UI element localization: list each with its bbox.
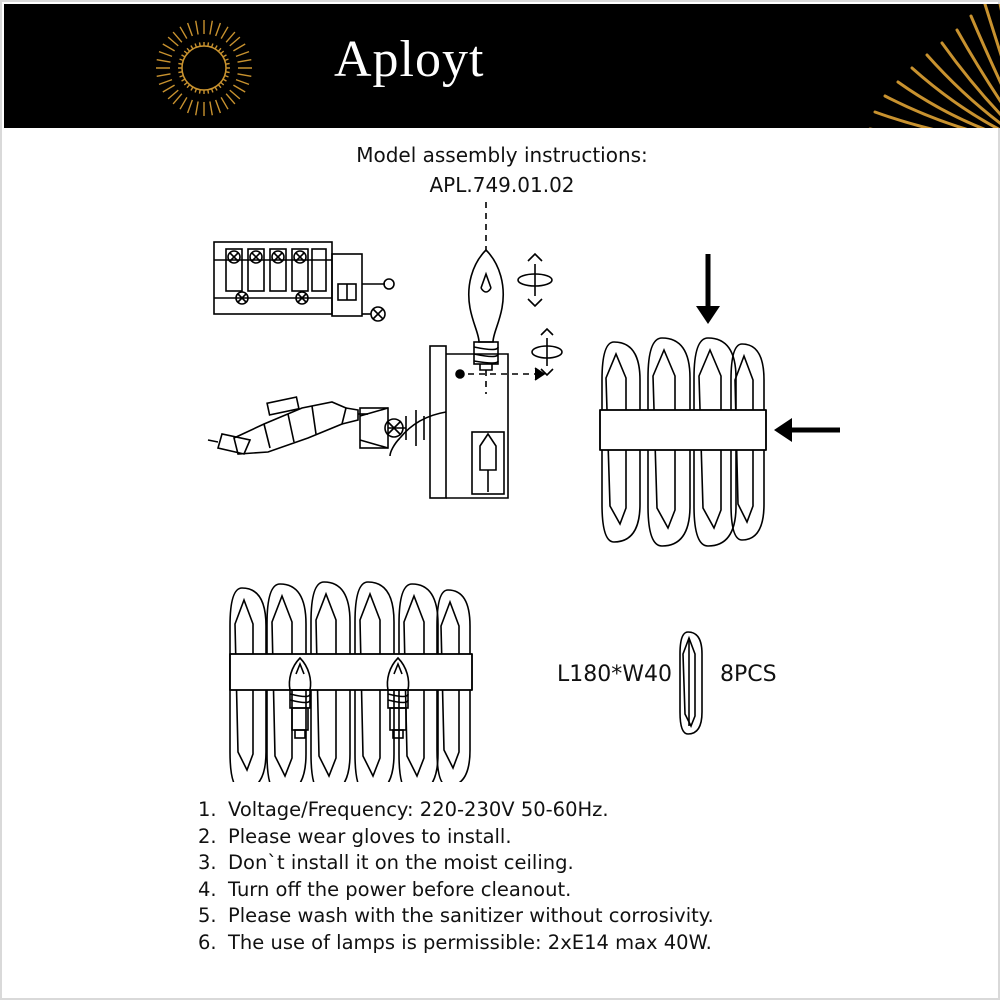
candle-bulb-e14	[456, 202, 562, 394]
list-item-text: Turn off the power before cleanout.	[228, 877, 572, 901]
list-item-text: Don`t install it on the moist ceiling.	[228, 851, 574, 874]
list-item-number: 4.	[198, 877, 217, 901]
sunburst-icon	[154, 18, 254, 118]
list-item-text: The use of lamps is permissible: 2xE14 max 40W.	[228, 930, 712, 954]
list-item	[198, 877, 938, 904]
assembly-diagram	[2, 202, 1000, 782]
assembled-lamp-front-view	[230, 582, 472, 782]
list-item	[198, 824, 938, 851]
list-item	[198, 850, 938, 877]
list-item-number: 5.	[198, 904, 217, 927]
page-title-line1: Model assembly instructions:	[356, 143, 648, 167]
list-item	[198, 903, 938, 930]
dimension-quantity: 8PCS	[720, 662, 777, 687]
list-item-text: Voltage/Frequency: 220-230V 50-60Hz.	[228, 798, 609, 821]
dimension-size: L180*W40	[557, 662, 672, 687]
dimension-row	[557, 662, 777, 687]
brand-name: Aployt	[334, 31, 485, 88]
list-item-number: 3.	[198, 851, 217, 874]
list-item	[198, 797, 938, 824]
safety-notes-list	[198, 797, 938, 956]
page-title-model: APL.749.01.02	[429, 173, 575, 197]
brand-header	[4, 4, 1000, 128]
wall-mount-bracket	[360, 346, 508, 498]
fan-rays-icon	[620, 4, 1000, 128]
crystal-shade-side-view	[600, 254, 840, 546]
list-item-number: 2.	[198, 824, 217, 848]
list-item-number: 1.	[198, 798, 217, 821]
screwdriver-and-anchor	[208, 397, 368, 454]
screws-and-terminal-block	[214, 242, 394, 321]
list-item	[198, 930, 938, 957]
list-item-text: Please wear gloves to install.	[228, 824, 512, 848]
list-item-number: 6.	[198, 930, 217, 954]
list-item-text: Please wash with the sanitizer without corrosivity.	[228, 904, 714, 927]
page-title	[2, 140, 1000, 200]
